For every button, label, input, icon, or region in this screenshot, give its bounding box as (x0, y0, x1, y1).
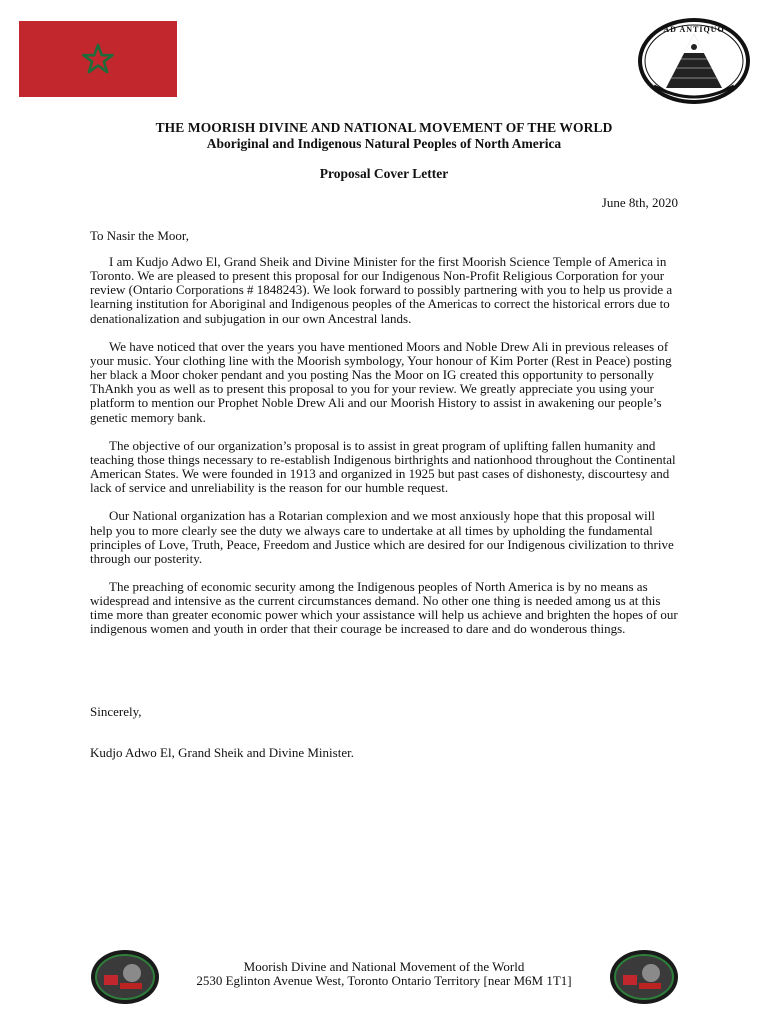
salutation: To Nasir the Moor, (90, 228, 189, 243)
closing: Sincerely, (90, 704, 142, 719)
star-icon (81, 42, 115, 76)
letter-date: June 8th, 2020 (601, 195, 678, 210)
paragraph: We have noticed that over the years you have mentioned Moors and Noble Drew Ali in previous releases of your music. Your clothing line with the Moorish symbology, Your honour of Kim Porter (Rest in Peace) posting her black a Moor choker pendant and you posting Nas the Moor on IG created this opportunity to personally ThAnkh you as well as to present this proposal to you for your review. We greatly appreciate you using your platform to mention our Prophet Noble Drew Ali and our Moorish History to assist in awakening our people’s genetic memory bank. (90, 338, 672, 425)
signature-line: Kudjo Adwo El, Grand Sheik and Divine Minister. (90, 745, 354, 760)
seal-top-text: AD ANTIQUO (663, 25, 725, 34)
paragraph: I am Kudjo Adwo El, Grand Sheik and Divine Minister for the first Moorish Science Temple of America in Toronto. We are pleased to present this proposal for our Indigenous Non-Profit Religious Corporation for your review (Ontario Corporations # 1848243). We look forward to possibly partnering with you to help us provide a learning institution for Aboriginal and Indigenous peoples of the Americas to correct the historical errors due to denationalization and subjugation in our own Ancestral lands. (90, 254, 673, 326)
footer-seal-right (609, 949, 679, 1005)
letter-body (90, 255, 680, 651)
footer-organization: Moorish Divine and National Movement of the World (243, 959, 525, 974)
paragraph: Our National organization has a Rotarian complexion and we most anxiously hope that this proposal will help you to more clearly see the duty we always care to undertake at all times by upholding the fundamental principles of Love, Truth, Peace, Freedom and Justice which are desired for our Indigenous civilization to thrive through our posterity. (90, 508, 674, 566)
organization-title: THE MOORISH DIVINE AND NATIONAL MOVEMENT OF THE WORLD (155, 120, 613, 135)
footer-address: 2530 Eglinton Avenue West, Toronto Ontario Territory [near M6M 1T1] (196, 973, 572, 988)
paragraph: The preaching of economic security among the Indigenous peoples of North America is by no means as widespread and intensive as the current circumstances demand. No other one thing is needed among us at this time more than greater economic power which your assistance will help us achieve and brighten the hopes of our indigenous women and youth in order that their courage be increased to dare and do wonderous things. (90, 578, 678, 637)
pyramid-seal (636, 16, 752, 106)
document-title: Proposal Cover Letter (319, 166, 449, 181)
paragraph: The objective of our organization’s proposal is to assist in great program of uplifting fallen humanity and teaching those things necessary to re-establish Indigenous birthrights and nationhood throughout the Continental American States. We were founded in 1913 and organized in 1925 but past cases of dishonesty, discourtesy and lack of service and unreliability is the reason for our humble request. (90, 437, 676, 496)
organization-subtitle: Aboriginal and Indigenous Natural Peoples of North America (206, 136, 562, 151)
moroccan-flag (19, 21, 177, 97)
